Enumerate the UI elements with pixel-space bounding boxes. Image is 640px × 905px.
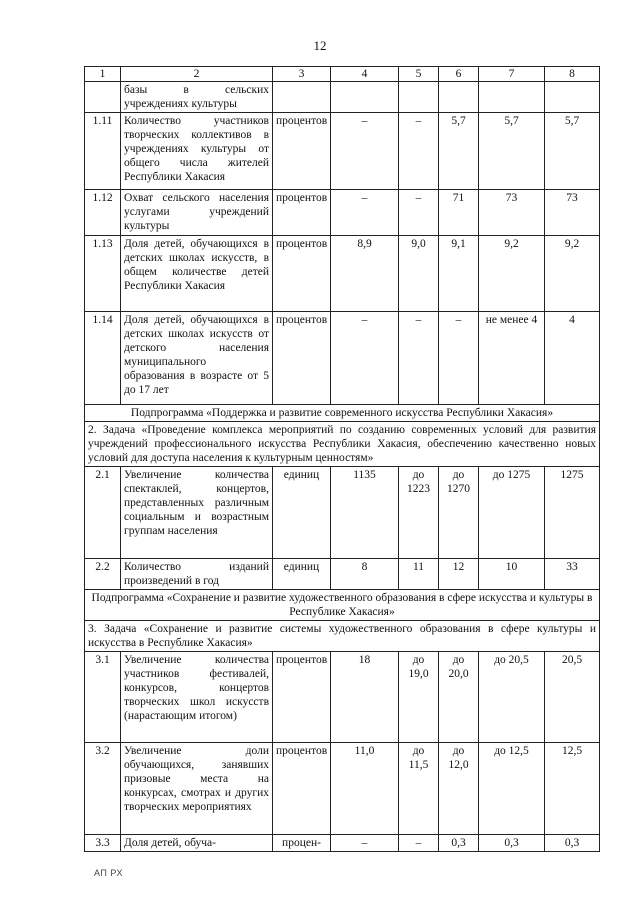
task-heading: 2. Задача «Проведение комплекса мероприятий по созданию современных условий для развития учреждений профессионального искусства Республики Хакасия, обеспечению качественно новых условий для доступа населения к культурным ценностям» (85, 422, 600, 467)
value-cell: – (439, 312, 479, 405)
table-row (85, 82, 600, 113)
value-cell: 5,7 (479, 113, 545, 190)
table-row (85, 312, 600, 405)
value-cell: 73 (479, 190, 545, 236)
value-cell: 1135 (331, 467, 399, 559)
table-row (85, 113, 600, 190)
unit-cell: процен- (273, 835, 331, 852)
value-cell: 9,2 (545, 236, 600, 312)
unit-cell: единиц (273, 559, 331, 590)
indicator-label: Увеличение количества участников фестивалей, конкурсов, концертов творческих школ искусств (нарастающим итогом) (121, 652, 273, 743)
row-number: 1.14 (85, 312, 121, 405)
row-number: 3.1 (85, 652, 121, 743)
value-cell: 0,3 (439, 835, 479, 852)
indicators-table (84, 66, 600, 852)
row-number: 3.3 (85, 835, 121, 852)
value-cell: до 1275 (479, 467, 545, 559)
value-cell: до 12,0 (439, 743, 479, 835)
value-cell: до 20,5 (479, 652, 545, 743)
footer-mark: АП РХ (94, 868, 123, 878)
header-cell: 7 (479, 67, 545, 82)
row-number: 1.11 (85, 113, 121, 190)
indicator-label: Доля детей, обучающихся в детских школах искусств, в общем количестве детей Республики Хакасия (121, 236, 273, 312)
value-cell: 0,3 (479, 835, 545, 852)
value-cell: 11 (399, 559, 439, 590)
header-cell: 6 (439, 67, 479, 82)
task-row (85, 422, 600, 467)
value-cell: до 12,5 (479, 743, 545, 835)
table-row (85, 652, 600, 743)
indicator-label: Доля детей, обучающихся в детских школах искусств от детского населения муниципального образования в возрасте от 5 до 17 лет (121, 312, 273, 405)
value-cell: до 19,0 (399, 652, 439, 743)
value-cell: 4 (545, 312, 600, 405)
value-cell: 11,0 (331, 743, 399, 835)
value-cell: 8,9 (331, 236, 399, 312)
value-cell: – (399, 835, 439, 852)
subprogram-heading-row (85, 590, 600, 621)
value-cell: до 20,0 (439, 652, 479, 743)
unit-cell: единиц (273, 467, 331, 559)
value-cell: – (331, 835, 399, 852)
value-cell: 12 (439, 559, 479, 590)
value-cell: 9,2 (479, 236, 545, 312)
table-row (85, 467, 600, 559)
row-number: 1.13 (85, 236, 121, 312)
header-row (85, 67, 600, 82)
indicator-label: Охват сельского населения услугами учреждений культуры (121, 190, 273, 236)
row-number: 2.1 (85, 467, 121, 559)
subprogram-heading-row (85, 405, 600, 422)
indicator-label: Увеличение количества спектаклей, концертов, представленных различным социальным и возрастным группам населения (121, 467, 273, 559)
unit-cell: процентов (273, 236, 331, 312)
table-row (85, 236, 600, 312)
task-heading: 3. Задача «Сохранение и развитие системы художественного образования в сфере культуры и искусства в Республике Хакасия» (85, 621, 600, 652)
header-cell: 2 (121, 67, 273, 82)
page-number: 12 (313, 38, 327, 53)
subprogram-heading: Подпрограмма «Поддержка и развитие современного искусства Республики Хакасия» (85, 405, 600, 422)
value-cell: до 11,5 (399, 743, 439, 835)
value-cell: 9,0 (399, 236, 439, 312)
header-cell: 5 (399, 67, 439, 82)
task-row (85, 621, 600, 652)
unit-cell: процентов (273, 652, 331, 743)
value-cell: 10 (479, 559, 545, 590)
unit-cell: процентов (273, 312, 331, 405)
value-cell: – (399, 190, 439, 236)
value-cell: – (331, 113, 399, 190)
unit-cell: процентов (273, 743, 331, 835)
value-cell: 1275 (545, 467, 600, 559)
row-number: 1.12 (85, 190, 121, 236)
value-cell: 33 (545, 559, 600, 590)
value-cell: до 1223 (399, 467, 439, 559)
indicator-label: базы в сельских учреждениях культуры (121, 82, 273, 113)
value-cell: 18 (331, 652, 399, 743)
indicator-label: Доля детей, обуча- (121, 835, 273, 852)
subprogram-heading: Подпрограмма «Сохранение и развитие художественного образования в сфере искусства и культуры в Республике Хакасия» (85, 590, 600, 621)
value-cell: 73 (545, 190, 600, 236)
value-cell: – (331, 190, 399, 236)
indicator-label: Увеличение доли обучающихся, занявших призовые места на конкурсах, смотрах и других творческих мероприятиях (121, 743, 273, 835)
value-cell: 5,7 (439, 113, 479, 190)
value-cell: 5,7 (545, 113, 600, 190)
header-cell: 4 (331, 67, 399, 82)
value-cell: не менее 4 (479, 312, 545, 405)
indicator-label: Количество участников творческих коллективов в учреждениях культуры от общего числа жителей Республики Хакасия (121, 113, 273, 190)
value-cell: 12,5 (545, 743, 600, 835)
value-cell: – (399, 113, 439, 190)
header-cell: 3 (273, 67, 331, 82)
header-cell: 8 (545, 67, 600, 82)
value-cell: 9,1 (439, 236, 479, 312)
table-row (85, 743, 600, 835)
table-row (85, 190, 600, 236)
value-cell: – (399, 312, 439, 405)
value-cell: 8 (331, 559, 399, 590)
row-number: 2.2 (85, 559, 121, 590)
indicator-label: Количество изданий произведений в год (121, 559, 273, 590)
unit-cell: процентов (273, 113, 331, 190)
table-row (85, 559, 600, 590)
row-number: 3.2 (85, 743, 121, 835)
table-row (85, 835, 600, 852)
value-cell: 20,5 (545, 652, 600, 743)
value-cell: 0,3 (545, 835, 600, 852)
unit-cell: процентов (273, 190, 331, 236)
value-cell: – (331, 312, 399, 405)
value-cell: до 1270 (439, 467, 479, 559)
value-cell: 71 (439, 190, 479, 236)
header-cell: 1 (85, 67, 121, 82)
